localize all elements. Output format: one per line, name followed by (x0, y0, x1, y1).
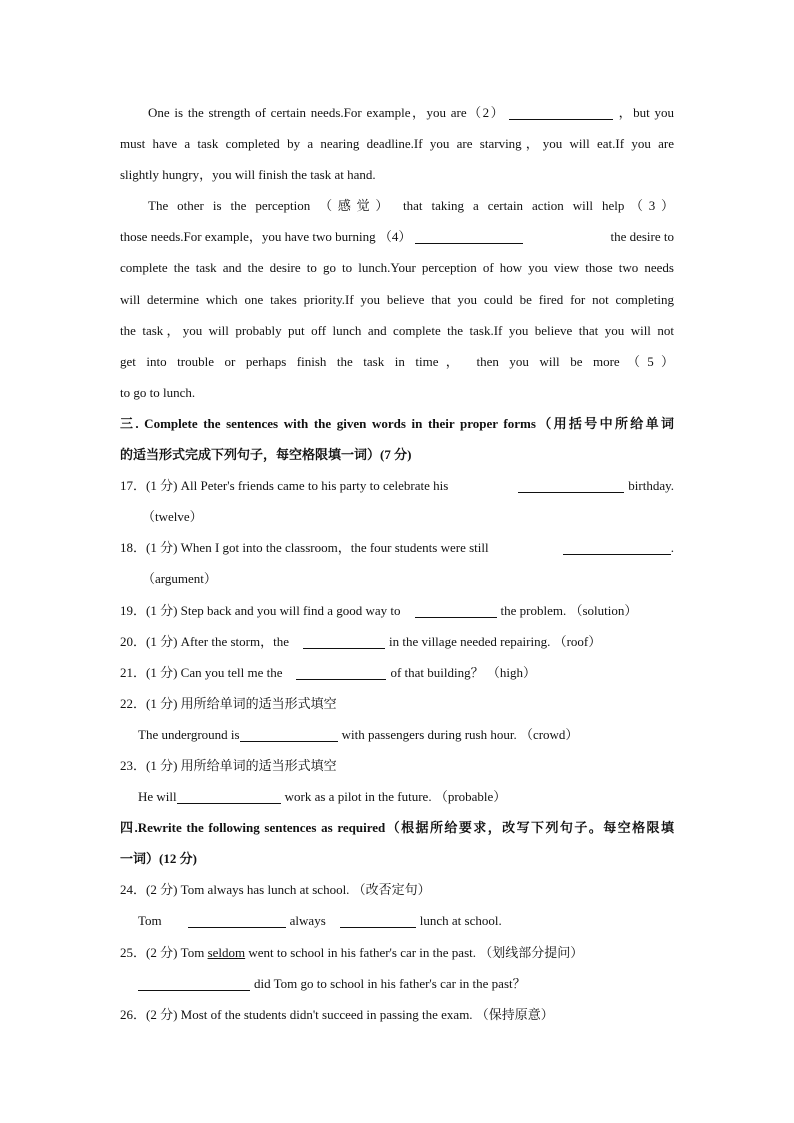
section-heading: 的适当形式完成下列句子，每空格限填一词）(7 分) (120, 447, 412, 463)
section-heading: 三. Complete the sentences with the given words in their proper forms（用括号中所给单词 (120, 415, 674, 431)
passage-line: the task，you will probably put off lunch and complete the task.If you believe that you will not (120, 322, 674, 338)
answer-blank[interactable] (177, 787, 281, 804)
question-hint: （argument） (142, 571, 217, 587)
question-sentence: He will work as a pilot in the future. （probable） (138, 789, 507, 805)
passage-line: to go to lunch. (120, 384, 196, 400)
answer-blank[interactable] (240, 725, 338, 742)
passage-line: must have a task completed by a nearing deadline.If you are starving，you will eat.If you are (120, 136, 674, 152)
question-17: 17．(1 分) All Peter's friends came to his party to celebrate his birthday. (120, 478, 674, 494)
answer-blank[interactable] (563, 538, 671, 555)
passage-line: slightly hungry，you will finish the task at hand. (120, 167, 376, 183)
answer-blank[interactable] (138, 974, 250, 991)
answer-blank-2[interactable] (509, 103, 613, 120)
answer-blank-4[interactable] (415, 227, 523, 244)
question-18: 18．(1 分) When I got into the classroom，the four students were still . (120, 540, 674, 556)
answer-blank[interactable] (415, 601, 497, 618)
answer-blank[interactable] (340, 911, 416, 928)
passage-line: One is the strength of certain needs.For example，you are（2） ，but you (148, 105, 674, 120)
answer-blank[interactable] (518, 476, 624, 493)
document-page (120, 97, 674, 1030)
question-hint: （twelve） (142, 509, 203, 525)
answer-blank[interactable] (188, 911, 286, 928)
question-20: 20．(1 分) After the storm，the in the village needed repairing. （roof） (120, 633, 602, 649)
question-sentence: did Tom go to school in his father's car in the past？ (120, 968, 674, 999)
question-sentence: The underground is with passengers during rush hour. （crowd） (138, 726, 579, 742)
answer-blank[interactable] (296, 663, 386, 680)
passage-line: those needs.For example，you have two burning （4） the desire to (120, 229, 674, 245)
passage-line: The other is the perception （感觉） that taking a certain action will help（3） (148, 198, 674, 214)
question-25: 25．(2 分) Tom seldom went to school in his father's car in the past. （划线部分提问） (120, 944, 584, 960)
question-24: 24．(2 分) Tom always has lunch at school. （改否定句） (120, 882, 431, 898)
passage-line: will determine which one takes priority.If you believe that you could be fired for not completing (120, 291, 674, 307)
question-sentence: Tom always lunch at school. (138, 913, 502, 929)
question-26: 26．(2 分) Most of the students didn't succeed in passing the exam. （保持原意） (120, 1006, 554, 1022)
question-22: 22．(1 分) 用所给单词的适当形式填空 (120, 695, 337, 711)
passage-line: complete the task and the desire to go to lunch.Your perception of how you view those two needs (120, 260, 674, 276)
underlined-word: seldom (207, 944, 246, 960)
answer-blank[interactable] (303, 632, 385, 649)
section-heading: 一词）(12 分) (120, 851, 197, 867)
question-19: 19．(1 分) Step back and you will find a good way to the problem. （solution） (120, 602, 638, 618)
passage-line: get into trouble or perhaps finish the task in time， then you will be more（5） (120, 353, 674, 369)
question-21: 21．(1 分) Can you tell me the of that building？ （high） (120, 664, 536, 680)
section-heading: 四.Rewrite the following sentences as required（根据所给要求，改写下列句子。每空格限填 (120, 820, 674, 836)
question-23: 23．(1 分) 用所给单词的适当形式填空 (120, 757, 337, 773)
